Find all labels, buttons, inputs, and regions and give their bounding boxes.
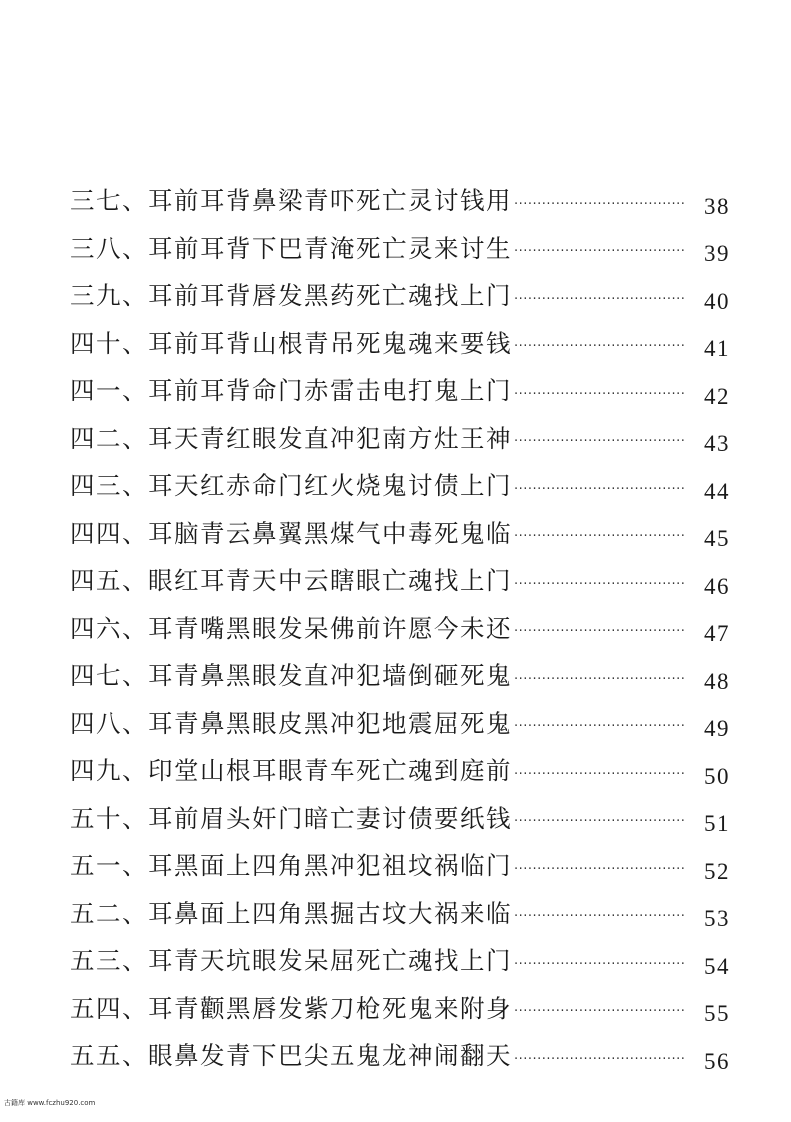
toc-entry — [70, 356, 730, 409]
toc-entry-title: 三七、耳前耳背鼻梁青吓死亡灵讨钱用 — [70, 186, 512, 215]
toc-entry-page-number: 52 — [704, 858, 730, 884]
toc-entry-page-number: 54 — [704, 953, 730, 979]
toc-entry — [70, 166, 730, 219]
toc-entry — [70, 784, 730, 836]
toc-entry — [70, 451, 730, 504]
toc-entry-title: 四十、耳前耳背山根青吊死鬼魂来要钱 — [70, 328, 512, 358]
toc-entry — [70, 546, 730, 599]
toc-entry-page-number: 41 — [704, 336, 730, 361]
toc-entry-title: 三八、耳前耳背下巴青淹死亡灵来讨生 — [70, 233, 512, 263]
toc-entry — [70, 831, 730, 884]
toc-entry-title: 四一、耳前耳背命门赤雷击电打鬼上门 — [70, 376, 512, 405]
table-of-contents — [70, 166, 730, 1074]
toc-dot-leader — [514, 958, 686, 971]
toc-dot-leader — [514, 293, 686, 306]
toc-entry-page-number: 51 — [704, 811, 730, 836]
toc-dot-leader — [514, 245, 686, 258]
footer-watermark: 古籍库 www.fczhu920.com — [4, 1099, 96, 1107]
toc-dot-leader — [514, 340, 686, 353]
toc-entry-page-number: 38 — [704, 193, 730, 219]
toc-entry — [70, 404, 730, 456]
toc-dot-leader — [514, 910, 686, 923]
toc-entry-title: 四四、耳脑青云鼻翼黑煤气中毒死鬼临 — [70, 518, 512, 548]
toc-entry-page-number: 49 — [704, 716, 730, 741]
toc-dot-leader — [514, 863, 686, 876]
toc-dot-leader — [514, 768, 686, 781]
toc-entry-page-number: 48 — [704, 668, 730, 694]
toc-dot-leader — [514, 578, 686, 591]
toc-entry — [70, 594, 730, 646]
toc-dot-leader — [514, 815, 686, 828]
toc-entry — [70, 926, 730, 979]
toc-entry-title: 四三、耳天红赤命门红火烧鬼讨债上门 — [70, 471, 512, 500]
toc-entry — [70, 499, 730, 551]
toc-dot-leader — [514, 388, 686, 401]
toc-entry — [70, 879, 730, 931]
toc-entry-title: 四九、印堂山根耳眼青车死亡魂到庭前 — [70, 756, 512, 785]
toc-entry-title: 五五、眼鼻发青下巴尖五鬼龙神闹翻天 — [70, 1041, 512, 1070]
toc-entry-page-number: 44 — [704, 478, 730, 504]
toc-entry-page-number: 45 — [704, 526, 730, 551]
toc-entry — [70, 689, 730, 741]
toc-dot-leader — [514, 530, 686, 543]
toc-entry-title: 三九、耳前耳背唇发黑药死亡魂找上门 — [70, 281, 512, 310]
toc-dot-leader — [514, 1005, 686, 1018]
toc-entry — [70, 641, 730, 694]
toc-dot-leader — [514, 198, 686, 211]
toc-entry-title: 五二、耳鼻面上四角黑掘古坟大祸来临 — [70, 898, 512, 928]
toc-entry-title: 四七、耳青鼻黑眼发直冲犯墙倒砸死鬼 — [70, 661, 512, 690]
toc-entry-title: 四五、眼红耳青天中云瞎眼亡魂找上门 — [70, 566, 512, 595]
toc-entry-page-number: 43 — [704, 431, 730, 456]
toc-entry-title: 五四、耳青颧黑唇发紫刀枪死鬼来附身 — [70, 993, 512, 1023]
toc-entry — [70, 214, 730, 266]
toc-dot-leader — [514, 673, 686, 686]
toc-entry-page-number: 40 — [704, 288, 730, 314]
toc-entry-title: 四六、耳青嘴黑眼发呆佛前许愿今未还 — [70, 613, 512, 643]
toc-entry-page-number: 46 — [704, 573, 730, 599]
toc-entry-title: 五十、耳前眉头奸门暗亡妻讨债要纸钱 — [70, 803, 512, 833]
toc-dot-leader — [514, 1053, 686, 1066]
toc-entry-page-number: 53 — [704, 906, 730, 931]
toc-entry-page-number: 56 — [704, 1048, 730, 1074]
toc-entry — [70, 1021, 730, 1074]
toc-entry — [70, 261, 730, 314]
toc-entry-page-number: 42 — [704, 383, 730, 409]
toc-dot-leader — [514, 483, 686, 496]
toc-entry-page-number: 47 — [704, 621, 730, 646]
toc-entry-title: 四二、耳天青红眼发直冲犯南方灶王神 — [70, 423, 512, 453]
toc-dot-leader — [514, 435, 686, 448]
toc-entry-page-number: 39 — [704, 241, 730, 266]
toc-entry — [70, 974, 730, 1026]
toc-entry-title: 五一、耳黑面上四角黑冲犯祖坟祸临门 — [70, 851, 512, 880]
toc-entry-title: 四八、耳青鼻黑眼皮黑冲犯地震屈死鬼 — [70, 708, 512, 738]
toc-dot-leader — [514, 720, 686, 733]
toc-entry — [70, 736, 730, 789]
toc-entry-page-number: 50 — [704, 763, 730, 789]
toc-entry-page-number: 55 — [704, 1001, 730, 1026]
toc-dot-leader — [514, 625, 686, 638]
toc-entry-title: 五三、耳青天坑眼发呆屈死亡魂找上门 — [70, 946, 512, 975]
toc-entry — [70, 309, 730, 361]
